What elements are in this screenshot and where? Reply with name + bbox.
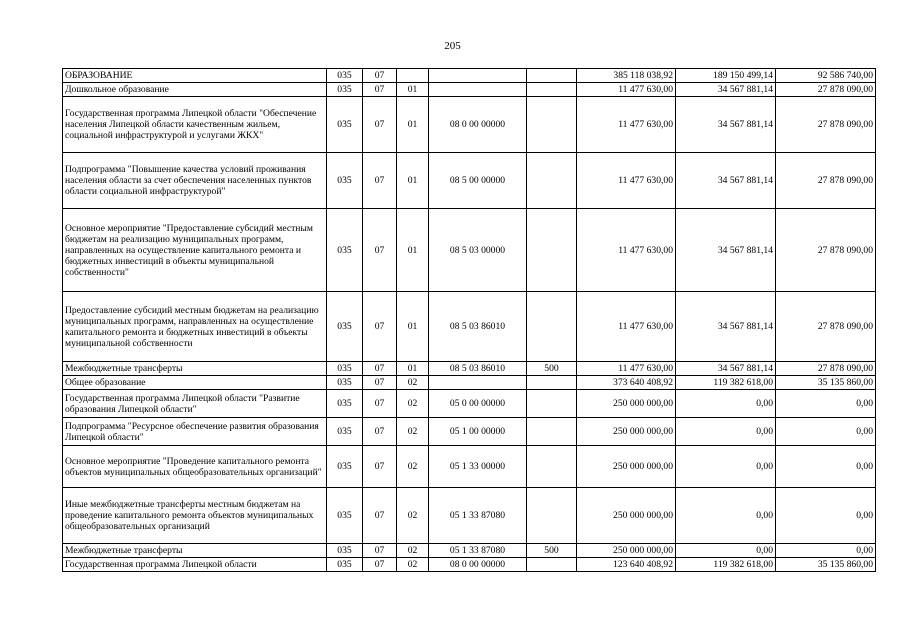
row-name: Общее образование xyxy=(63,376,327,390)
amount-3: 27 878 090,00 xyxy=(776,83,876,97)
table-row xyxy=(63,83,876,97)
row-name: Государственная программа Липецкой области "Обеспечение населения Липецкой области качественным жильем, социальной инфраструктурой и услугами ЖКХ" xyxy=(63,97,327,153)
table-row xyxy=(63,418,876,446)
code-pr: 01 xyxy=(397,153,429,209)
amount-2: 0,00 xyxy=(676,446,776,488)
code-rz: 07 xyxy=(363,292,397,362)
code-rz: 07 xyxy=(363,83,397,97)
amount-2: 0,00 xyxy=(676,418,776,446)
amount-1: 11 477 630,00 xyxy=(577,153,676,209)
row-name: Межбюджетные трансферты xyxy=(63,544,327,558)
code-cs: 05 1 00 00000 xyxy=(429,418,527,446)
code-pr: 02 xyxy=(397,544,429,558)
code-pr: 02 xyxy=(397,418,429,446)
code-vr xyxy=(527,292,577,362)
code-cs: 08 0 00 00000 xyxy=(429,97,527,153)
code-pr: 02 xyxy=(397,446,429,488)
table-row xyxy=(63,69,876,83)
page-number: 205 xyxy=(444,40,461,52)
code-rz: 07 xyxy=(363,418,397,446)
code-cs: 08 5 00 00000 xyxy=(429,153,527,209)
code-vr xyxy=(527,153,577,209)
amount-3: 27 878 090,00 xyxy=(776,153,876,209)
code-gr: 035 xyxy=(327,292,363,362)
code-cs: 08 0 00 00000 xyxy=(429,558,527,572)
code-pr: 01 xyxy=(397,209,429,292)
code-rz: 07 xyxy=(363,558,397,572)
code-gr: 035 xyxy=(327,446,363,488)
code-vr xyxy=(527,376,577,390)
code-gr: 035 xyxy=(327,209,363,292)
code-gr: 035 xyxy=(327,418,363,446)
amount-3: 27 878 090,00 xyxy=(776,97,876,153)
amount-3: 27 878 090,00 xyxy=(776,362,876,376)
amount-1: 123 640 408,92 xyxy=(577,558,676,572)
code-pr: 01 xyxy=(397,292,429,362)
amount-3: 35 135 860,00 xyxy=(776,376,876,390)
amount-3: 0,00 xyxy=(776,446,876,488)
code-cs: 05 1 33 87080 xyxy=(429,488,527,544)
amount-3: 35 135 860,00 xyxy=(776,558,876,572)
amount-1: 11 477 630,00 xyxy=(577,97,676,153)
table-row xyxy=(63,209,876,292)
code-rz: 07 xyxy=(363,390,397,418)
amount-1: 373 640 408,92 xyxy=(577,376,676,390)
row-name: Межбюджетные трансферты xyxy=(63,362,327,376)
code-cs xyxy=(429,376,527,390)
amount-1: 11 477 630,00 xyxy=(577,292,676,362)
amount-1: 250 000 000,00 xyxy=(577,446,676,488)
amount-3: 92 586 740,00 xyxy=(776,69,876,83)
row-name: Предоставление субсидий местным бюджетам на реализацию муниципальных программ, направленных на осуществление капитального ремонта и бюджетных инвестиций в объекты муниципальной собственности xyxy=(63,292,327,362)
code-vr xyxy=(527,97,577,153)
table-row xyxy=(63,292,876,362)
amount-1: 11 477 630,00 xyxy=(577,209,676,292)
table-row xyxy=(63,376,876,390)
code-rz: 07 xyxy=(363,488,397,544)
code-vr xyxy=(527,446,577,488)
row-name: Иные межбюджетные трансферты местным бюджетам на проведение капитального ремонта объектов муниципальных общеобразовательных организаций xyxy=(63,488,327,544)
row-name: Государственная программа Липецкой области "Развитие образования Липецкой области" xyxy=(63,390,327,418)
code-gr: 035 xyxy=(327,362,363,376)
amount-2: 0,00 xyxy=(676,488,776,544)
code-pr: 02 xyxy=(397,376,429,390)
amount-2: 0,00 xyxy=(676,390,776,418)
table-row xyxy=(63,446,876,488)
amount-2: 119 382 618,00 xyxy=(676,558,776,572)
amount-2: 34 567 881,14 xyxy=(676,292,776,362)
code-vr xyxy=(527,418,577,446)
table-row xyxy=(63,153,876,209)
code-pr: 02 xyxy=(397,488,429,544)
row-name: Дошкольное образование xyxy=(63,83,327,97)
table-row xyxy=(63,558,876,572)
code-vr xyxy=(527,69,577,83)
row-name: Государственная программа Липецкой области xyxy=(63,558,327,572)
amount-1: 250 000 000,00 xyxy=(577,390,676,418)
code-cs xyxy=(429,69,527,83)
table-row xyxy=(63,97,876,153)
code-cs: 05 0 00 00000 xyxy=(429,390,527,418)
amount-2: 34 567 881,14 xyxy=(676,362,776,376)
code-gr: 035 xyxy=(327,69,363,83)
code-rz: 07 xyxy=(363,544,397,558)
code-rz: 07 xyxy=(363,209,397,292)
amount-3: 0,00 xyxy=(776,488,876,544)
code-pr: 01 xyxy=(397,83,429,97)
amount-1: 385 118 038,92 xyxy=(577,69,676,83)
code-vr xyxy=(527,83,577,97)
code-gr: 035 xyxy=(327,488,363,544)
amount-2: 0,00 xyxy=(676,544,776,558)
table-row xyxy=(63,488,876,544)
code-vr: 500 xyxy=(527,362,577,376)
amount-1: 11 477 630,00 xyxy=(577,362,676,376)
row-name: Подпрограмма "Ресурсное обеспечение развития образования Липецкой области" xyxy=(63,418,327,446)
code-cs xyxy=(429,83,527,97)
code-rz: 07 xyxy=(363,376,397,390)
amount-3: 27 878 090,00 xyxy=(776,292,876,362)
code-vr xyxy=(527,488,577,544)
code-cs: 08 5 03 86010 xyxy=(429,292,527,362)
code-rz: 07 xyxy=(363,97,397,153)
amount-2: 119 382 618,00 xyxy=(676,376,776,390)
code-pr xyxy=(397,69,429,83)
amount-2: 34 567 881,14 xyxy=(676,97,776,153)
code-rz: 07 xyxy=(363,446,397,488)
amount-2: 34 567 881,14 xyxy=(676,209,776,292)
code-cs: 08 5 03 00000 xyxy=(429,209,527,292)
amount-1: 250 000 000,00 xyxy=(577,488,676,544)
code-gr: 035 xyxy=(327,97,363,153)
code-gr: 035 xyxy=(327,376,363,390)
amount-3: 0,00 xyxy=(776,390,876,418)
amount-1: 250 000 000,00 xyxy=(577,418,676,446)
code-vr: 500 xyxy=(527,544,577,558)
code-pr: 01 xyxy=(397,362,429,376)
code-cs: 08 5 03 86010 xyxy=(429,362,527,376)
amount-3: 0,00 xyxy=(776,544,876,558)
code-gr: 035 xyxy=(327,83,363,97)
code-vr xyxy=(527,209,577,292)
amount-2: 189 150 499,14 xyxy=(676,69,776,83)
code-gr: 035 xyxy=(327,390,363,418)
amount-2: 34 567 881,14 xyxy=(676,153,776,209)
amount-1: 11 477 630,00 xyxy=(577,83,676,97)
amount-2: 34 567 881,14 xyxy=(676,83,776,97)
code-vr xyxy=(527,390,577,418)
row-name: Подпрограмма "Повышение качества условий проживания населения области за счет обеспечения населенных пунктов области социальной инфраструктурой" xyxy=(63,153,327,209)
code-pr: 01 xyxy=(397,97,429,153)
code-rz: 07 xyxy=(363,153,397,209)
table-row xyxy=(63,544,876,558)
amount-1: 250 000 000,00 xyxy=(577,544,676,558)
row-name: ОБРАЗОВАНИЕ xyxy=(63,69,327,83)
budget-table xyxy=(62,68,876,572)
code-gr: 035 xyxy=(327,544,363,558)
code-cs: 05 1 33 00000 xyxy=(429,446,527,488)
table-row xyxy=(63,390,876,418)
code-pr: 02 xyxy=(397,558,429,572)
table-row xyxy=(63,362,876,376)
code-cs: 05 1 33 87080 xyxy=(429,544,527,558)
code-rz: 07 xyxy=(363,362,397,376)
amount-3: 27 878 090,00 xyxy=(776,209,876,292)
code-vr xyxy=(527,558,577,572)
row-name: Основное мероприятие "Предоставление субсидий местным бюджетам на реализацию муниципальных программ, направленных на осуществление капитального ремонта и бюджетных инвестиций в объекты муниципальной собственности" xyxy=(63,209,327,292)
code-gr: 035 xyxy=(327,558,363,572)
code-gr: 035 xyxy=(327,153,363,209)
row-name: Основное мероприятие "Проведение капитального ремонта объектов муниципальных общеобразовательных организаций" xyxy=(63,446,327,488)
code-pr: 02 xyxy=(397,390,429,418)
amount-3: 0,00 xyxy=(776,418,876,446)
code-rz: 07 xyxy=(363,69,397,83)
